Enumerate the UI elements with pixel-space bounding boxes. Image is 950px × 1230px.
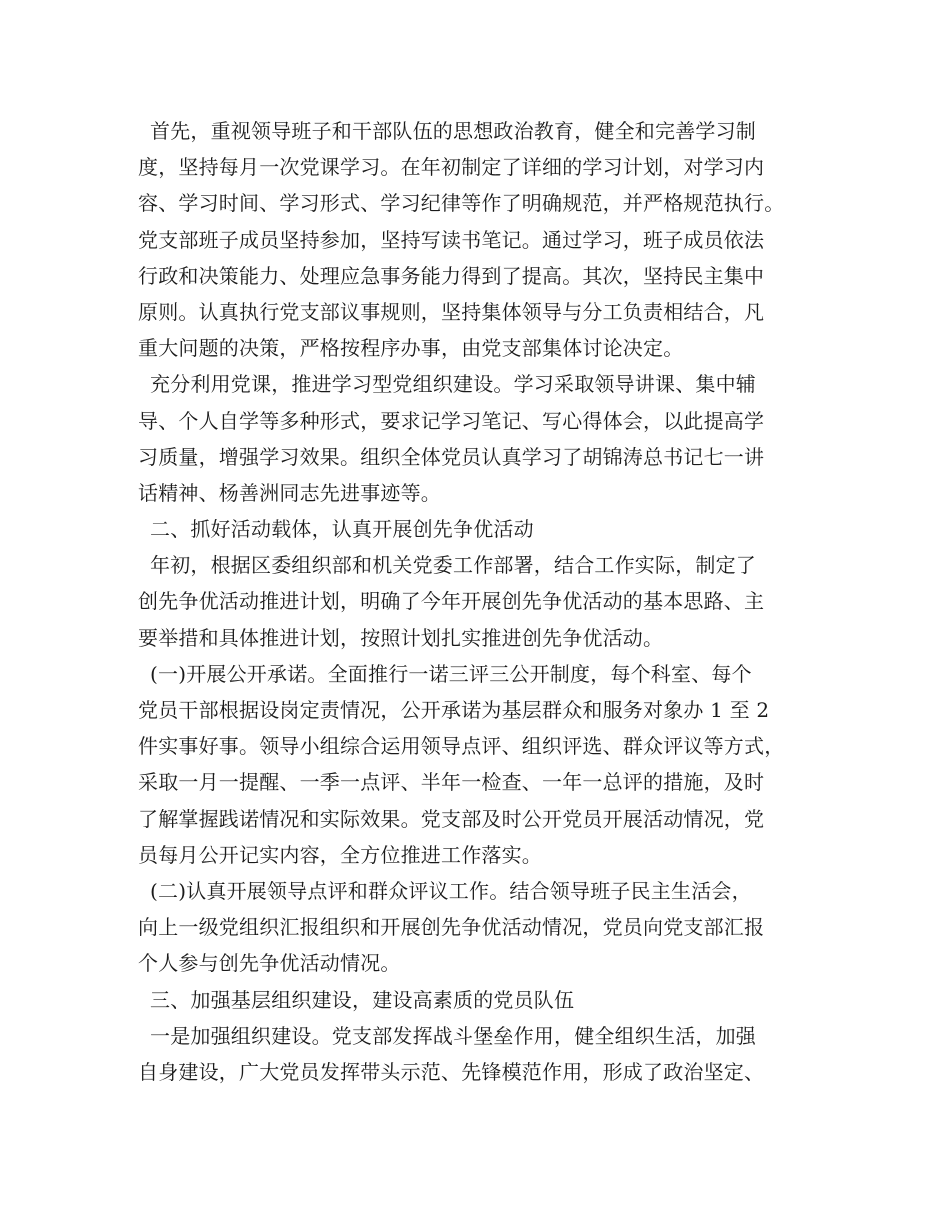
- text-line: 话精神、杨善洲同志先进事迹等。: [138, 480, 441, 505]
- text-line: 件实事好事。领导小组综合运用领导点评、组织评选、群众评议等方式，: [138, 734, 785, 759]
- text-line: 容、学习时间、学习形式、学习纪律等作了明确规范，并严格规范执行。: [138, 191, 785, 216]
- text-line: 自身建设，广大党员发挥带头示范、先锋模范作用，形成了政治坚定、: [138, 1059, 765, 1084]
- text-line: 二、抓好活动载体，认真开展创先争优活动: [150, 517, 534, 542]
- text-line: 要举措和具体推进计划，按照计划扎实推进创先争优活动。: [138, 625, 664, 650]
- text-line: 习质量，增强学习效果。组织全体党员认真学习了胡锦涛总书记七一讲: [138, 444, 765, 469]
- text-line: 导、个人自学等多种形式，要求记学习笔记、写心得体会，以此提高学: [138, 408, 765, 433]
- text-line: (二)认真开展领导点评和群众评议工作。结合领导班子民主生活会，: [150, 878, 752, 903]
- text-line: 首先，重视领导班子和干部队伍的思想政治教育，健全和完善学习制: [150, 119, 756, 143]
- text-line: 充分利用党课，推进学习型党组织建设。学习采取领导讲课、集中辅: [150, 372, 756, 397]
- text-line: 行政和决策能力、处理应急事务能力得到了提高。其次，坚持民主集中: [138, 263, 765, 288]
- text-line: 度，坚持每月一次党课学习。在年初制定了详细的学习计划，对学习内: [138, 155, 765, 180]
- text-line: 了解掌握践诺情况和实际效果。党支部及时公开党员开展活动情况，党: [138, 806, 765, 831]
- text-line: 党员干部根据设岗定责情况，公开承诺为基层群众和服务对象办 1 至 2: [138, 698, 770, 722]
- text-line: 个人参与创先争优活动情况。: [138, 951, 401, 976]
- text-line: 原则。认真执行党支部议事规则，坚持集体领导与分工负责相结合，凡: [138, 299, 765, 324]
- text-line: 重大问题的决策，严格按程序办事，由党支部集体讨论决定。: [138, 336, 684, 361]
- text-line: 年初，根据区委组织部和机关党委工作部署，结合工作实际，制定了: [150, 553, 756, 578]
- text-line: (一)开展公开承诺。全面推行一诺三评三公开制度，每个科室、每个: [150, 661, 752, 686]
- text-line: 向上一级党组织汇报组织和开展创先争优活动情况，党员向党支部汇报: [138, 915, 765, 940]
- text-line: 三、加强基层组织建设，建设高素质的党员队伍: [150, 987, 575, 1012]
- text-line: 创先争优活动推进计划，明确了今年开展创先争优活动的基本思路、主: [138, 589, 765, 614]
- text-line: 员每月公开记实内容，全方位推进工作落实。: [138, 842, 542, 867]
- text-line: 一是加强组织建设。党支部发挥战斗堡垒作用，健全组织生活，加强: [150, 1023, 756, 1048]
- text-line: 采取一月一提醒、一季一点评、半年一检查、一年一总评的措施，及时: [138, 770, 765, 795]
- text-line: 党支部班子成员坚持参加，坚持写读书笔记。通过学习，班子成员依法: [138, 227, 765, 252]
- document-body: [138, 113, 818, 1090]
